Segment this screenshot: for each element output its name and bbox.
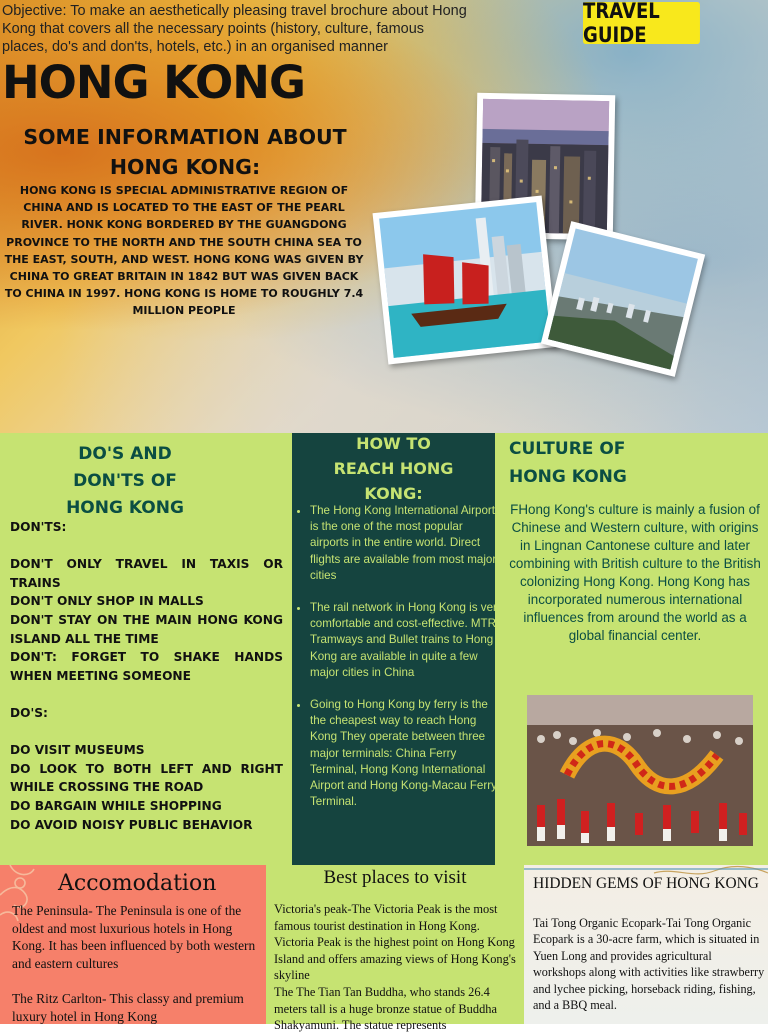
do-item: DO AVOID NOISY PUBLIC BEHAVIOR <box>10 817 253 832</box>
culture-title <box>509 435 709 491</box>
info-body: HONG KONG IS SPECIAL ADMINISTRATIVE REGION OF CHINA AND IS LOCATED TO THE EAST OF THE PEARL RIVER. HONK KONG BORDERED BY THE GUANGDONG PROVINCE TO THE NORTH AND THE SOUTH CHINA SEA TO THE EAST, SOUTH, AND WEST. HONG KONG WAS GIVEN BY CHINA TO GREAT BRITAIN IN 1842 BUT WAS GIVEN BACK TO CHINA IN 1997. HONG KONG IS HOME TO ROUGHLY 7.4 MILLION PEOPLE <box>4 184 364 318</box>
culture-body: FHong Kong's culture is mainly a fusion of Chinese and Western culture, with origins in Lingnan Cantonese culture and later combining with British culture to the British colonizing Hong Kong. Hong Kong has incorporated numerous international influences from around the world as a global financial center. <box>509 502 761 643</box>
reach-item-airport: • The Hong Kong International Airport is the one of the most popular airports in the entire world. Direct flights are available from most major cities <box>310 503 504 584</box>
dos-donts-column <box>0 433 292 865</box>
accomodation-ritz: The Ritz Carlton- This classy and premium luxury hotel in Hong Kong <box>12 990 244 1024</box>
info-heading <box>20 122 350 182</box>
reach-list <box>298 503 504 826</box>
dos-donts-title <box>40 441 210 522</box>
info-heading-line2: HONG KONG: <box>109 155 261 179</box>
aerial-city-illustration <box>548 228 698 369</box>
info-heading-line1: SOME INFORMATION ABOUT <box>23 125 347 149</box>
best-places-column <box>266 865 524 1033</box>
dos-label: DO'S: <box>10 705 48 720</box>
dos-title-line1: DO'S AND <box>78 444 172 464</box>
dragon-dance-photo <box>527 695 753 846</box>
dragon-dance-illustration <box>527 695 753 846</box>
culture-title-line1: CULTURE OF <box>509 439 626 459</box>
dont-item: DON'T STAY ON THE MAIN HONG KONG ISLAND ALL THE TIME <box>10 612 283 646</box>
how-to-reach-column <box>292 433 503 865</box>
page-title: HONG KONG <box>2 56 305 109</box>
hidden-gems-body: Tai Tong Organic Ecopark-Tai Tong Organic Ecopark is a 30-acre farm, which is situated in Yuen Long and provides agricultural workshops along with activities like strawberry and lychee picking, horseback riding, fishing, and a BBQ meal. <box>533 916 765 1013</box>
dont-item: DON'T: FORGET TO SHAKE HANDS WHEN MEETING SOMEONE <box>10 650 283 683</box>
reach-item-rail: • The rail network in Hong Kong is very comfortable and cost-effective. MTR, Tramways and Bullet trains to Hong Kong are available in quite a few major cities in China <box>310 600 504 681</box>
culture-title-line2: HONG KONG <box>509 467 627 487</box>
do-item: DO LOOK TO BOTH LEFT AND RIGHT WHILE CROSSING THE ROAD <box>10 761 283 795</box>
hidden-gems-column <box>524 865 768 1024</box>
accomodation-title: Accomodation <box>58 871 217 896</box>
dont-item: DON'T ONLY TRAVEL IN TAXIS OR TRAINS <box>10 557 283 590</box>
reach-title-line3: KONG: <box>364 484 423 503</box>
junk-boat-illustration <box>379 202 551 358</box>
hidden-gems-title: HIDDEN GEMS OF HONG KONG <box>533 875 759 892</box>
dos-donts-list <box>10 518 283 834</box>
best-tian-tan-buddha: The The Tian Tan Buddha, who stands 26.4 meters tall is a huge bronze statue of Buddha Shakyamuni. The statue represents <box>274 984 497 1033</box>
accomodation-peninsula: The Peninsula- The Peninsula is one of the oldest and most luxurious hotels in Hong Kong. It has been influenced by both western and eastern cultures <box>12 903 256 971</box>
dos-title-line2: DON'TS OF <box>73 471 177 491</box>
how-to-reach-title <box>292 431 495 506</box>
best-victoria-peak: Victoria's peak-The Victoria Peak is the most famous tourist destination in Hong Kong. Victoria Peak is the highest point on Hong Kong Island and offers amazing views of Hong Kong's skyline <box>274 902 516 983</box>
reach-title-line1: HOW TO <box>356 434 431 453</box>
middle-section <box>0 433 768 865</box>
best-places-body <box>274 901 522 1034</box>
dos-title-line3: HONG KONG <box>66 498 184 518</box>
objective-text: Objective: To make an aesthetically pleasing travel brochure about Hong Kong that covers all the necessary points (history, culture, famous places, do's and don'ts, hotels, etc.) in an organised manner <box>2 3 467 55</box>
header-section <box>0 0 768 433</box>
aerial-city-photo <box>541 221 705 377</box>
culture-column <box>495 433 768 865</box>
junk-boat-photo <box>373 196 558 365</box>
do-item: DO VISIT MUSEUMS <box>10 743 145 758</box>
best-places-title: Best places to visit <box>323 867 467 888</box>
reach-item-ferry: • Going to Hong Kong by ferry is the the cheapest way to reach Hong Kong They operate between three major terminals: China Ferry Terminal, Hong Kong International Airport and Hong Kong-Macau Ferry Terminal. <box>310 697 504 810</box>
reach-title-line2: REACH HONG <box>333 459 454 478</box>
bottom-section <box>0 865 768 1033</box>
junk-boat-image <box>379 202 551 358</box>
accomodation-column <box>0 865 266 1024</box>
donts-label: DON'TS: <box>10 520 67 534</box>
do-item: DO BARGAIN WHILE SHOPPING <box>10 798 222 813</box>
aerial-city-image <box>548 228 698 369</box>
travel-guide-badge: TRAVEL GUIDE <box>583 2 700 44</box>
accomodation-body <box>12 902 262 1025</box>
dont-item: DON'T ONLY SHOP IN MALLS <box>10 594 204 609</box>
